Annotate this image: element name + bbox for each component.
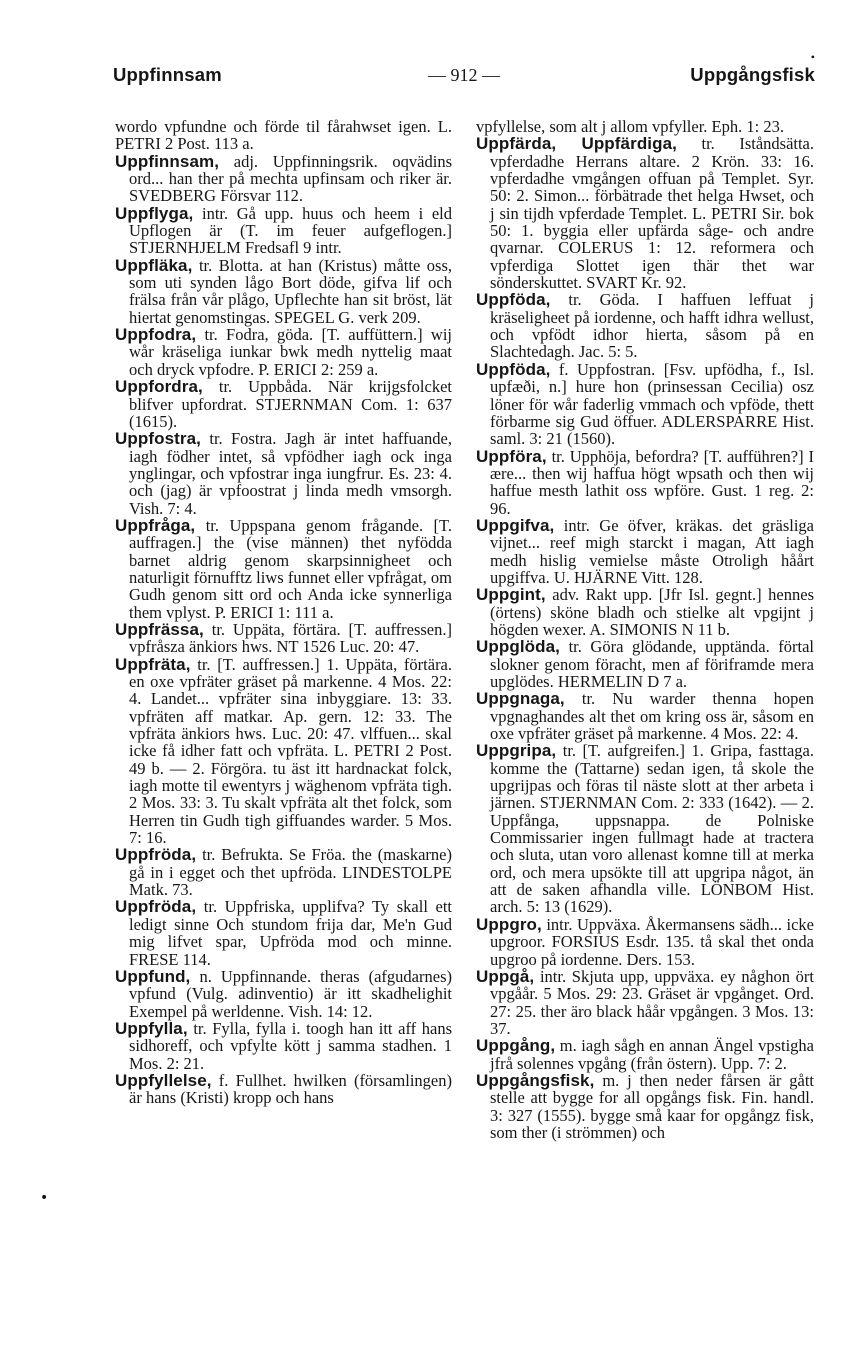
entry-headword: Uppfräta, xyxy=(115,654,191,674)
entry-text: tr. Uppbåda. När krijgsfolcket blifver upfordrat. STJERNMAN Com. 1: 637 (1615). xyxy=(129,377,452,431)
dictionary-entry xyxy=(476,291,814,360)
dictionary-entry xyxy=(115,430,452,517)
dictionary-entry xyxy=(476,968,814,1037)
dictionary-entry xyxy=(115,1020,452,1072)
entry-headword: Uppfostra, xyxy=(115,429,201,449)
entry-text: intr. Ge öfver, kräkas. det gräsliga vijnet... reef migh starckt i magan, Att iagh medh hislig vemielse måste Otroligh håårt upgiffva. U. HJÄRNE Vitt. 128. xyxy=(490,515,814,587)
entry-text: vpfyllelse, som alt j allom vpfyller. Eph. 1: 23. xyxy=(476,117,784,136)
dictionary-entry xyxy=(476,690,814,742)
dictionary-entry xyxy=(476,638,814,690)
dictionary-entry xyxy=(115,898,452,967)
page-number: — 912 — xyxy=(428,65,500,85)
dictionary-entry xyxy=(115,517,452,621)
entry-text: tr. Göda. I haffuen leffuat j kräseligheet på iordenne, och hafft idhra wellust, och vpfödt idhor hierta, såsom på en Slachtedagh. Jac. 5: 5. xyxy=(490,290,815,362)
entry-text: adv. Rakt upp. [Jfr Isl. gegnt.] hennes (örtens) sköne bladh och stielke alt vpgijnt j högden wexer. A. SIMONIS N 11 b. xyxy=(490,585,814,639)
dictionary-entry xyxy=(115,378,452,430)
entry-text: tr. Göra glödande, upptända. förtal slokner genom föracht, men af föriframde mera upglödes. HERMELIN D 7 a. xyxy=(490,637,814,691)
entry-text: tr. Uppspana genom frågande. [T. auffragen.] the (vise männen) thet nyfödda barnet aldrig genom skarpsinnigheet och naturligit förnufftz liws funnet eller vpfrågat, om Gudh genom sitt ord och Anda icke synnerliga them vplyst. P. ERICI 1: 111 a. xyxy=(129,515,452,622)
entry-text: tr. Nu warder thenna hopen vpgnaghandes alt thet om kring oss är, såsom en oxe vpfräter gräset på markenne. 4 Mos. 22: 4. xyxy=(490,689,814,744)
entry-headword: Uppföra, xyxy=(476,446,547,466)
entry-text: tr. Uppfriska, upplifva? Ty skall ett ledigt sinne Och stundom frija dar, Me'n Gud mig lifvet spar, Upfröda mod och minne. FRESE 114. xyxy=(129,897,453,969)
dictionary-entry xyxy=(476,916,814,968)
entry-headword: Uppfordra, xyxy=(115,377,203,397)
dictionary-entry xyxy=(476,1072,814,1141)
entry-text: tr. Upphöja, befordra? [T. aufführen?] I ære... then wij haffua högt wpsath och then wij haffue mesth lathit oss wpföre. Gust. 1 reg. 2: 96. xyxy=(490,446,814,518)
entry-headword: Uppfyllelse, xyxy=(115,1070,212,1090)
entry-text: tr. Fodra, göda. [T. auffüttern.] wij wår kräseliga iunkar bwk medh nyttelig maat och dryck vpfodre. P. ERICI 2: 259 a. xyxy=(129,325,452,379)
entry-headword: Uppgnaga, xyxy=(476,689,565,709)
entry-headword: Uppgifva, xyxy=(476,515,555,535)
entry-text: f. Uppfostran. [Fsv. upfödha, f., Isl. upfæði, n.] hure hon (prinsessan Cecilia) osz löner för wår faderlig vmmach och vpföde, thett förbarme sig Gud öffuer. ADLERSPARRE Hist. saml. 3: 21 (1560). xyxy=(490,359,815,449)
running-head-right: Uppgångsfisk xyxy=(690,64,815,85)
entry-headword: Uppfinnsam, xyxy=(115,151,220,171)
entry-headword: Uppflyga, xyxy=(115,203,194,223)
entry-text: tr. Iståndsätta. vpferdadhe Herrans altare. 2 Krön. 33: 16. vpferdadhe vmgången offuan på Templet. Syr. 50: 2. Simon... förbätrade thet helga Hwset, och j sin tijdh vpferdade Templet. L. PETRI Sir. bok 50: 1. byggia eller upfärda såge- och andre qvarnar. COLERUS 1: 12. reformera och vpferdiga Slottet igen thär thet war sönderskuttet. SVART Kr. 92. xyxy=(490,134,815,293)
dictionary-entry xyxy=(476,361,814,448)
entry-headword: Uppgripa, xyxy=(476,741,557,761)
entry-headword: Uppglöda, xyxy=(476,637,560,657)
entry-text: tr. [T. auffressen.] 1. Uppäta, förtära. en oxe vpfräter gräset på markenne. 4 Mos. 22: 4. Landet... vpfräter sina inbyggiare. 13: 33. vpfräten aff matkar. Ap. gern. 12: 33. The vpfräta änkiors hws. Luc. 20: 47. vlffuen... skal icke få idher fatt och vpfräta. L. PETRI 2 Post. 49 b. — 2. Förgöra. tu äst itt hardnackat folck, iagh motte til ewentyrs j wäghenom vpfräta tigh. 2 Mos. 33: 3. Tu skalt vpfräta alt thet folck, som Herren tin Gudh tigh giffuandes warder. 5 Mos. 7: 16. xyxy=(129,654,453,848)
entry-text: intr. Uppväxa. Åkermansens sädh... icke upgroor. FORSIUS Esdr. 135. tå skal thet onda upgroo på iordenne. Ders. 153. xyxy=(490,914,814,969)
margin-mark: • xyxy=(40,1190,49,1206)
entry-text: tr. Blotta. at han (Kristus) måtte oss, som uti synden lågo Bort döde, gifva lif och frälsa från vår plågo, Upflechte han sit bröst, lät hiertat genomstingas. SPEGEL G. verk 209. xyxy=(129,255,452,327)
entry-text: tr. [T. aufgreifen.] 1. Gripa, fasttaga. komme the (Tattarne) sedan igen, tå skole the upgrijpas och föras til näste slott at ther arbeta i järnen. STJERNMAN Com. 2: 333 (1642). — 2. Uppfånga, uppsnappa. de Polniske Commissarier ingen fullmagt hade at tractera och sluta, utan voro allenast komne till at merka ord, och mera upsökte till att upgripa något, än att de saken afhandla ville. LÖNBOM Hist. arch. 5: 13 (1629). xyxy=(490,741,814,917)
entry-text: intr. Skjuta upp, uppväxa. ey någhon ört vpgåår. 5 Mos. 29: 23. Gräset är vpgånget. Ord. 27: 25. ther äro black håår vpgången. 3 Mos. 13: 37. xyxy=(490,966,815,1038)
entry-headword: Uppfund, xyxy=(115,966,191,986)
dictionary-entry xyxy=(115,153,452,205)
entry-text: intr. Gå upp. huus och heem i eld Upflogen är (T. im feuer aufgeflogen.] STJERNHJELM Fredsafl 9 intr. xyxy=(129,203,453,258)
dictionary-entry xyxy=(115,257,452,326)
entry-text: tr. Befrukta. Se Fröa. the (maskarne) gå in i egget och thet upfröda. LINDESTOLPE Matk. 73. xyxy=(129,845,452,900)
dictionary-entry xyxy=(115,846,452,898)
left-column xyxy=(115,118,452,1107)
entry-headword: Uppfodra, xyxy=(115,325,197,345)
dictionary-entry xyxy=(476,742,814,915)
dictionary-entry xyxy=(476,517,814,586)
dictionary-entry xyxy=(476,448,814,517)
entry-text: m. j then neder fårsen är gått stelle att bygge for all opgångs fisk. Fin. handl. 3: 327 (1555). bygge små kaar for opgångz fisk, som ther (i strömmen) och xyxy=(490,1070,814,1142)
dictionary-entry xyxy=(115,118,452,153)
dictionary-entry xyxy=(115,656,452,847)
entry-headword: Uppgint, xyxy=(476,585,546,605)
entry-text: wordo vpfundne och förde til fårahwset igen. L. PETRI 2 Post. 113 a. xyxy=(115,117,452,154)
entry-headword: Uppfråga, xyxy=(115,515,196,535)
dictionary-entry xyxy=(476,1037,814,1072)
running-head-left: Uppfinnsam xyxy=(113,64,222,85)
entry-headword: Uppfylla, xyxy=(115,1018,188,1038)
entry-headword: Uppgångsfisk, xyxy=(476,1070,595,1090)
entry-text: f. Fullhet. hwilken (församlingen) är hans (Kristi) kropp och hans xyxy=(129,1070,452,1108)
entry-headword: Uppgro, xyxy=(476,914,542,934)
entry-headword: Uppfärda, Uppfärdiga, xyxy=(476,134,677,154)
entry-headword: Uppfröda, xyxy=(115,897,197,917)
entry-headword: Uppföda, xyxy=(476,359,551,379)
dictionary-entry xyxy=(115,205,452,257)
right-column xyxy=(476,118,814,1141)
entry-headword: Uppfrässa, xyxy=(115,619,204,639)
entry-text: tr. Uppäta, förtära. [T. auffressen.] vpfråsza änkiors hws. NT 1526 Luc. 20: 47. xyxy=(129,619,452,657)
dictionary-entry xyxy=(476,586,814,638)
entry-text: tr. Fylla, fylla i. toogh han itt aff hans sidhoreff, och vpfylte kött j samma stadhen. 1 Mos. 2: 21. xyxy=(129,1018,453,1073)
dictionary-entry xyxy=(476,118,814,135)
entry-headword: Uppföda, xyxy=(476,290,551,310)
dictionary-entry xyxy=(115,621,452,656)
entry-text: adj. Uppfinningsrik. oqvädins ord... han ther på mechta upfinsam och riker är. SVEDBERG Försvar 112. xyxy=(129,151,452,206)
entry-text: tr. Fostra. Jagh är intet haffuande, iagh födher intet, så vpfödher iagh ock inga ynglingar, och vpfostrar inga iungfrur. Es. 23: 4. och (jag) är vpfoostrat j linda medh vmsorgh. Vish. 7: 4. xyxy=(129,429,452,518)
entry-text: n. Uppfinnande. theras (afgudarnes) vpfund (Vulg. adinventio) är itt skadhelighit Exempel på werldenne. Vish. 14: 12. xyxy=(129,966,452,1021)
entry-headword: Uppfröda, xyxy=(115,845,197,865)
dictionary-entry xyxy=(476,135,814,291)
dictionary-entry xyxy=(115,326,452,378)
page-header xyxy=(113,50,815,90)
entry-headword: Uppgå, xyxy=(476,966,535,986)
entry-headword: Uppgång, xyxy=(476,1036,556,1056)
header-dot-mark: • xyxy=(810,50,815,64)
dictionary-entry xyxy=(115,1072,452,1107)
entry-text: m. iagh sågh en annan Ängel vpstigha jfrå solennes vpgång (från östern). Upp. 7: 2. xyxy=(490,1036,814,1073)
dictionary-entry xyxy=(115,968,452,1020)
entry-headword: Uppfläka, xyxy=(115,255,193,275)
